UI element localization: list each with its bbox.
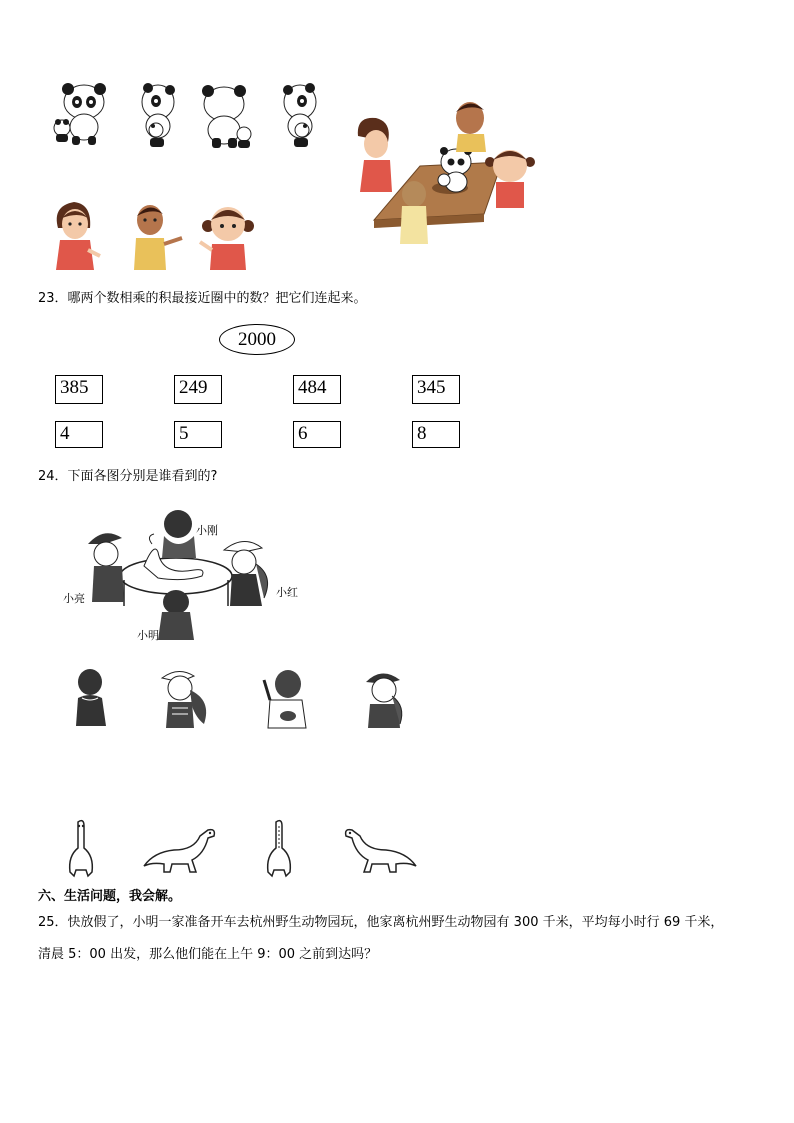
child-view-2 (160, 668, 212, 730)
dinosaur-back-view (262, 818, 296, 878)
bottom-number-box-2[interactable]: 5 (174, 421, 222, 448)
label-xiaogang: 小刚 (196, 524, 218, 537)
dinosaur-front-view (64, 818, 98, 878)
q23-question-text: 23．哪两个数相乘的积最接近圈中的数？把它们连起来。 (38, 291, 367, 306)
section-6-title: 六、生活问题，我会解。 (38, 889, 182, 904)
bottom-number-box-4[interactable]: 8 (412, 421, 460, 448)
dinosaur-side-view-left (142, 826, 218, 876)
q25-text-line2: 清晨 5：00 出发，那么他们能在上午 9：00 之前到达吗？ (38, 947, 378, 962)
girl-ponytail-figure (48, 198, 102, 270)
round-table-dinosaur-scene (84, 506, 274, 642)
child-view-4 (362, 668, 406, 730)
top-number-box-3[interactable]: 484 (293, 375, 341, 404)
dinosaur-side-view-right (342, 826, 418, 876)
panda-back-view (198, 84, 254, 150)
panda-front-view (50, 82, 112, 146)
girl-pigtail-figure (200, 200, 256, 270)
q24-question-text: 24．下面各图分别是谁看到的? (38, 469, 218, 484)
child-view-1 (74, 668, 108, 728)
label-xiaoliang: 小亮 (63, 592, 85, 605)
bottom-number-box-3[interactable]: 6 (293, 421, 341, 448)
table-scene (352, 96, 536, 246)
label-xiaohong: 小红 (276, 586, 298, 599)
label-xiaoming: 小明 (137, 629, 159, 642)
boy-figure (128, 198, 184, 270)
q25-text-line1: 25．快放假了，小明一家准备开车去杭州野生动物园玩，他家离杭州野生动物园有 300 千米，平均每小时行 69 千米， (38, 915, 724, 930)
top-number-box-1[interactable]: 385 (55, 375, 103, 404)
child-view-3 (262, 668, 308, 730)
target-number-oval: 2000 (219, 324, 295, 355)
top-number-box-4[interactable]: 345 (412, 375, 460, 404)
panda-side-view-2 (280, 82, 322, 148)
panda-side-view (136, 82, 178, 148)
top-number-box-2[interactable]: 249 (174, 375, 222, 404)
bottom-number-box-1[interactable]: 4 (55, 421, 103, 448)
